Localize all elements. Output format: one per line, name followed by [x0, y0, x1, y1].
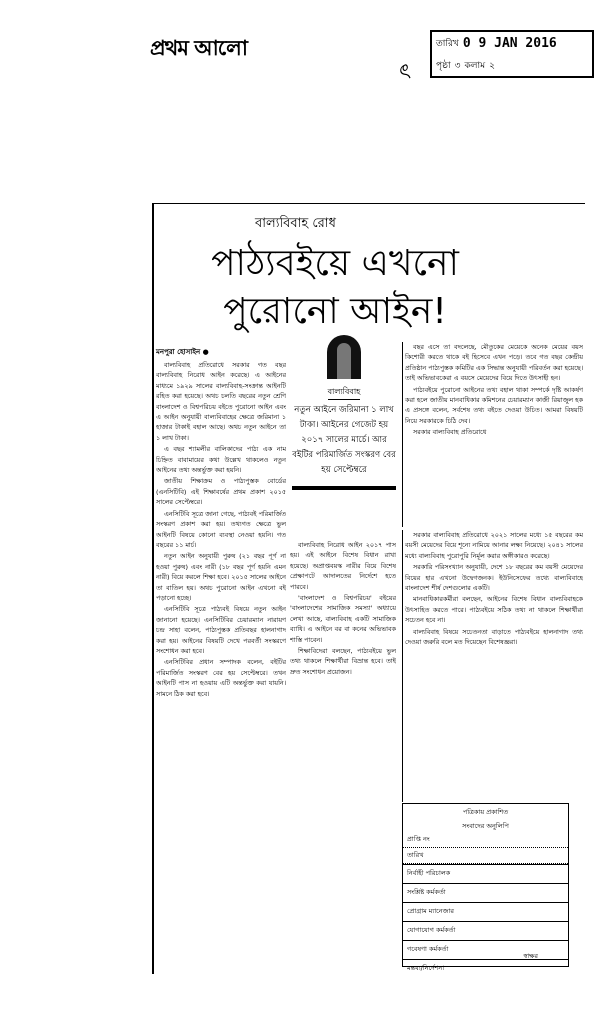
byline: মনপুরা হোসাইন ● — [156, 348, 209, 356]
paragraph: সরকারি পরিসংখ্যান অনুযায়ী, দেশে ১৮ বছরের কম বয়সী মেয়েদের বিয়ের হার এখনো উদ্বেগজনক। ইউনিসেফের তথ্যে বাল্যবিবাহে বাংলাদেশ শীর্ষ দেশগুলোর একটি। — [405, 563, 583, 593]
article-column-2-lower — [290, 540, 396, 802]
form-box: গবেষণা কর্মকর্তা — [403, 940, 568, 959]
stamp-page-row — [432, 54, 592, 76]
article-headline — [205, 240, 465, 336]
article-column-3 — [402, 342, 583, 527]
paragraph: নতুন আইন অনুযায়ী পুরুষ (২১ বছর পূর্ণ না হওয়া পুরুষ) এবং নারী (১৮ বছর পূর্ণ হয়নি এমন নারী) বিয়ে করলে শিক্ষা হবে। ২০১৫ সালের আইনে তা বাতিল হয়। অথচ পুরোনো আইন এখনো বই পড়ানো হচ্ছে। — [156, 552, 286, 602]
form-line: তারিখ — [403, 848, 568, 864]
paragraph: বাল্যবিবাহ নিরোধ আইন ২০১৭ পাস হয়। এই আইনে বিশেষ বিধান রাখা হয়েছে। অপ্রাপ্তবয়স্ক নারীর বিয়ে বিশেষ প্রেক্ষাপটে আদালতের নির্দেশে হতে পারবে। — [290, 541, 396, 591]
form-box: যোগাযোগ কর্মকর্তা — [403, 921, 568, 940]
column-label: কলাম — [464, 60, 486, 71]
date-stamp — [430, 30, 594, 78]
portrait-image — [327, 335, 361, 379]
paragraph: বছর এসে তা বদলেছে, মৌতুকের মেয়েকে অনেক মেয়ের বয়স কিশোরী করতে থাকে বই হিসেবে এখন পড়ে। তবে গত বছর কেন্দ্রীয় প্রতিষ্ঠান পাঠ্যপুস্তক কমিটির এক সিদ্ধান্ত অনুযায়ী পরিবর্তন করা হয়েছে। তাই অভিভাবকেরা এ বয়সে মেয়েদের বিয়ে দিতে উৎসাহী হন। — [405, 343, 583, 383]
paragraph: এ বছর শ্যামলীর বালিকাদের পাঠ্য এক নাম চিহ্নিত বাবামায়ের কথা উল্লেখ থাকলেও নতুন আইনের তথ্য অন্তর্ভুক্ত করা হয়নি। — [156, 445, 286, 475]
paragraph: সরকার বাল্যবিবাহ প্রতিরোধে ২০২১ সালের মধ্যে ১৫ বছরের কম বয়সী মেয়েদের বিয়ে শূন্যে নামিয়ে আনার লক্ষ্য নিয়েছে। ২০৪১ সালের মধ্যে বাল্যবিবাহ পুরোপুরি নির্মূল করার অঙ্গীকারও করেছে। — [405, 531, 583, 560]
article-column-3-lower — [402, 530, 583, 802]
pull-quote-text: নতুন আইনে জরিমানা ১ লাখ টাকা। আইনের গেজেট হয় ২০১৭ সালের মার্চে। আর বইটির পরিমার্জিত সংস্করণ বের হয় সেপ্টেম্বরে — [292, 405, 396, 475]
paragraph: পাঠ্যবইয়ে পুরোনো আইনের তথ্য বহাল থাকা সম্পর্কে দৃষ্টি আকর্ষণ করা হলে জাতীয় মানবাধিকার কমিশনের চেয়ারম্যান কাজী রিয়াজুল হক এ প্রসঙ্গে বলেন, সর্বশেষ তথ্য বইতে দেওয়া উচিত। আমরা বিষয়টি নিয়ে সরকারকে চিঠি দেব। — [405, 385, 583, 425]
paragraph: এনসিটিবির প্রধান সম্পাদক বলেন, বইটির পরিমার্জিত সংস্করণ বের হয় সেপ্টেম্বরে। তখন আইনটি পাস না হওয়ায় এটি অন্তর্ভুক্ত করা যায়নি। সামনে ঠিক করা হবে। — [156, 658, 286, 698]
form-title: পত্রিকায় প্রকাশিত — [462, 808, 509, 816]
paragraph: এনসিটিবি সূত্রে জানা গেছে, পাঠ্যবই পরিমার্জিত সংস্করণ প্রকাশ করা হয়। তথ্যগত ক্ষেত্রে ভুল আইনটি বিষয়ে কোনো ব্যবস্থা নেওয়া হয়নি। গত বছরের ১১ মার্চ। — [156, 509, 286, 549]
routing-form-stamp — [402, 803, 569, 972]
form-subtitle: সংবাদের অনুলিপি — [462, 822, 509, 830]
column-value: ২ — [489, 60, 495, 71]
form-box: নির্বাহী পরিচালক — [403, 864, 568, 883]
headline-line-1: পাঠ্যবইয়ে এখনো — [211, 243, 459, 284]
form-footer: স্বাক্ষর — [523, 952, 538, 960]
pull-quote-rule — [292, 486, 396, 490]
newspaper-masthead: প্রথম আলো — [150, 36, 247, 60]
paragraph: এনসিটিবি সূত্রে পাঠ্যবই বিষয়ে নতুন আইন জানানো হয়েছে। এনসিটিবির চেয়ারম্যান নারায়ণ চন্দ্র সাহা বলেন, পাঠ্যপুস্তক প্রতিবছর হালনাগাদ করা হয়। আইনের বিষয়টি দেখে পরবর্তী সংস্করণে সংশোধন করা হবে। — [156, 605, 286, 655]
page-label: পৃষ্ঠা — [436, 60, 451, 71]
paragraph: সরকার বাল্যবিবাহ প্রতিরোধে — [413, 428, 487, 437]
page-value: ৩ — [454, 60, 461, 71]
paragraph: মানবাধিকারকর্মীরা বলছেন, আইনের বিশেষ বিধান বাল্যবিবাহকে উৎসাহিত করতে পারে। পাঠ্যবইয়ে সঠিক তথ্য না থাকলে শিক্ষার্থীরা সচেতন হবে না। — [405, 595, 583, 625]
paragraph: বাল্যবিবাহ প্রতিরোধে সরকার গত বছর বাল্যবিবাহ নিরোধ আইন করেছে। এ আইনের মাধ্যমে ১৯২৯ সালের বাল্যবিবাহ-সংক্রান্ত আইনটি রহিত করা হয়েছে। অথচ চলতি বছরের নতুন শ্রেণি বাংলাদেশ ও বিশ্বপরিচয় বইতে পুরোনো আইন এবং এ আইন অনুযায়ী বাল্যবিবাহের ক্ষেত্রে জরিমানা ১ হাজার টাকাই বহাল আছে। অথচ নতুন আইনে তা ১ লাখ টাকা। — [156, 361, 286, 442]
paragraph: 'বাংলাদেশ ও বিশ্বপরিচয়' বইয়ের 'বাংলাদেশের সামাজিক সমস্যা' অধ্যায়ে লেখা আছে, বাল্যবিবাহ একটি সামাজিক ব্যাধি। এ আইনে বর বা কনের অভিভাবক শাস্তি পাবেন। — [290, 594, 396, 644]
paragraph: জাতীয় শিক্ষাক্রম ও পাঠ্যপুস্তক বোর্ডের (এনসিটিবি) এই শিক্ষাবর্ষের প্রথম প্রকাশ ২০১৫ সালের সেপ্টেম্বরে। — [156, 477, 286, 507]
stamp-date: 0 9 JAN 2016 — [462, 35, 557, 51]
form-box: সংশ্লিষ্ট কর্মকর্তা — [403, 883, 568, 902]
paragraph: শিক্ষাবিদেরা বলছেন, পাঠ্যবইয়ে ভুল তথ্য থাকলে শিক্ষার্থীরা বিভ্রান্ত হবে। তাই দ্রুত সংশোধন প্রয়োজন। — [290, 647, 396, 676]
article-kicker: বাল্যবিবাহ রোধ — [255, 216, 336, 231]
stamp-date-row — [432, 32, 592, 54]
article-column-1 — [156, 360, 286, 970]
headline-line-2: পুরোনো আইন! — [223, 291, 447, 332]
form-box: মন্তব্য/নির্দেশনা — [403, 959, 568, 978]
form-line: প্রাপ্তি নং — [403, 832, 568, 848]
form-box: প্রোগ্রাম ম্যানেজার — [403, 902, 568, 921]
pull-quote — [292, 335, 396, 490]
signature-mark: ৎ — [393, 59, 414, 88]
pull-quote-label: বাল্যবিবাহ — [328, 386, 361, 400]
paragraph: বাল্যবিবাহ বিষয়ে সচেতনতা বাড়াতে পাঠ্যবইয়ে হালনাগাদ তথ্য দেওয়া জরুরি বলে মত দিয়েছেন বিশেষজ্ঞরা। — [405, 627, 583, 647]
date-label: তারিখ — [436, 38, 459, 49]
